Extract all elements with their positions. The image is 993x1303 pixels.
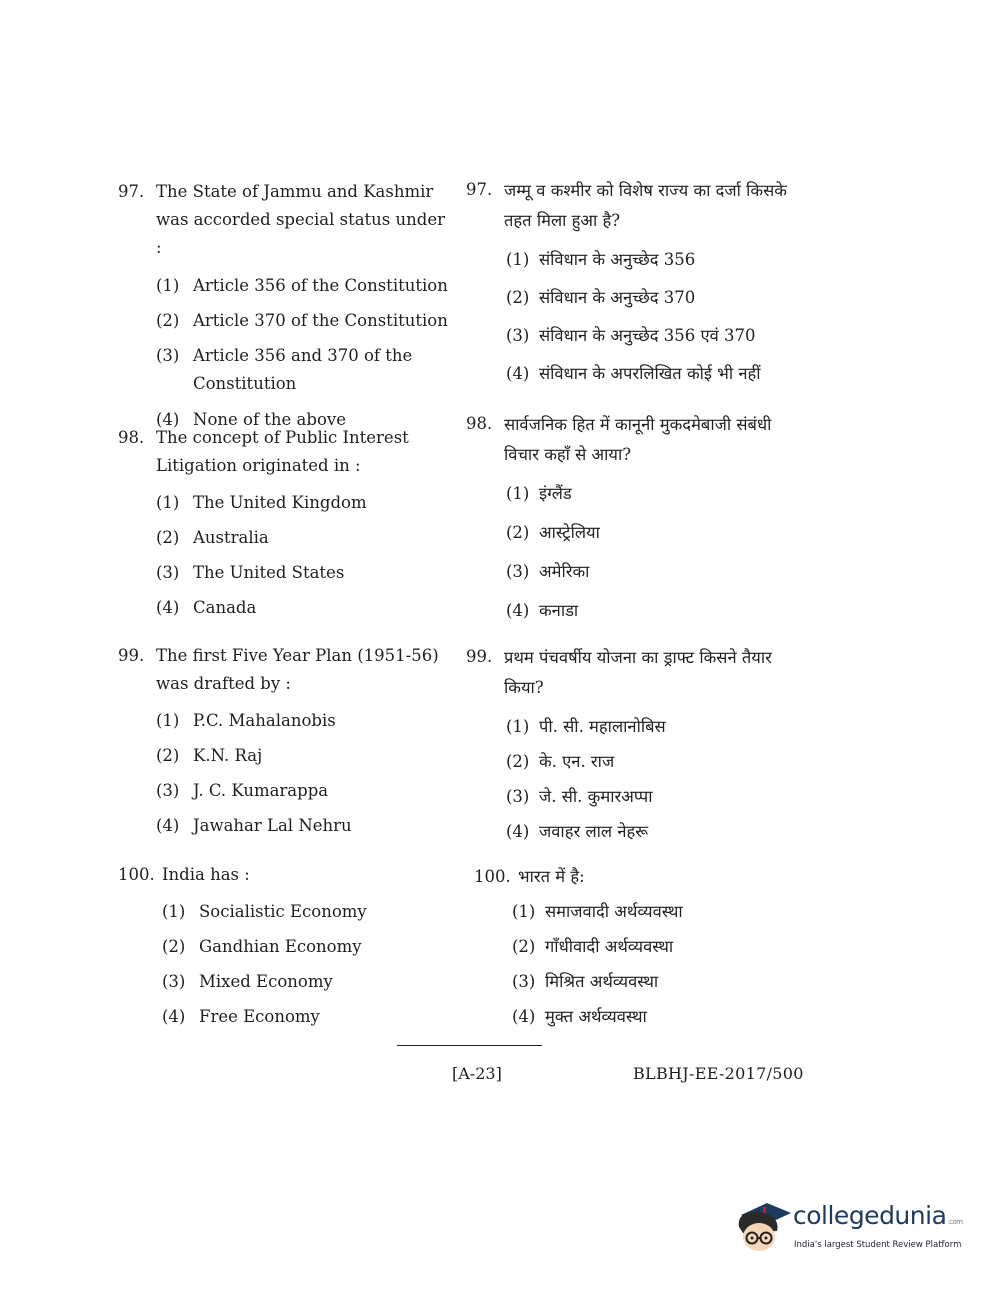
option-text: The United States <box>193 563 345 582</box>
question-text: जम्मू व कश्मीर को विशेष राज्य का दर्जा किसके तहत मिला हुआ है? <box>504 181 787 230</box>
option-number: (2) <box>162 937 186 956</box>
option-number: (4) <box>506 601 530 620</box>
mascot-icon <box>733 1197 793 1257</box>
option-text: Mixed Economy <box>199 972 333 991</box>
option-number: (3) <box>162 972 186 991</box>
option-number: (3) <box>156 781 180 800</box>
option-text: मुक्त अर्थव्यवस्था <box>545 1007 647 1026</box>
option-text: मिश्रित अर्थव्यवस्था <box>545 972 659 991</box>
option-number: (1) <box>506 717 530 736</box>
question-text: सार्वजनिक हित में कानूनी मुकदमेबाजी संबंधी विचार कहाँ से आया? <box>504 415 772 464</box>
option-number: (1) <box>162 902 186 921</box>
question-99-hi <box>466 643 806 846</box>
option-number: (1) <box>512 902 536 921</box>
option-number: (2) <box>156 311 180 330</box>
question-97-en <box>118 178 453 434</box>
option-number: (1) <box>506 484 530 503</box>
question-100-hi <box>466 863 806 1031</box>
option-text: Jawahar Lal Nehru <box>193 816 352 835</box>
option-text: J. C. Kumarappa <box>193 781 329 800</box>
option-text: संविधान के अनुच्छेद 356 एवं 370 <box>539 326 756 345</box>
option-number: (4) <box>506 364 530 383</box>
logo-tagline: India's largest Student Review Platform <box>794 1240 962 1250</box>
question-text: The State of Jammu and Kashmir was accorded special status under : <box>156 182 445 257</box>
option-number: (4) <box>156 816 180 835</box>
option-number: (2) <box>512 937 536 956</box>
option-text: K.N. Raj <box>193 746 263 765</box>
option-text: आस्ट्रेलिया <box>539 523 600 542</box>
question-number: 97. <box>466 180 493 199</box>
question-text: भारत में है: <box>518 867 585 886</box>
option-number: (2) <box>156 528 180 547</box>
option-number: (1) <box>156 711 180 730</box>
logo-suffix: .com <box>947 1218 963 1226</box>
option-number: (3) <box>506 562 530 581</box>
option-text: जे. सी. कुमारअप्पा <box>539 787 653 806</box>
option-number: (3) <box>506 787 530 806</box>
question-number: 97. <box>118 182 145 201</box>
question-99-en <box>118 642 453 840</box>
question-number: 98. <box>118 428 145 447</box>
option-number: (4) <box>512 1007 536 1026</box>
option-text: कनाडा <box>539 601 579 620</box>
page-number: [A-23] <box>452 1064 502 1083</box>
question-text: The first Five Year Plan (1951-56) was drafted by : <box>156 646 439 693</box>
option-number: (3) <box>156 563 180 582</box>
option-number: (3) <box>512 972 536 991</box>
option-text: के. एन. राज <box>539 752 615 771</box>
collegedunia-logo <box>733 1197 963 1261</box>
option-text: संविधान के अनुच्छेद 370 <box>539 288 696 307</box>
option-text: Article 356 of the Constitution <box>193 276 448 295</box>
option-number: (4) <box>156 410 180 429</box>
option-number: (1) <box>156 276 180 295</box>
question-text: प्रथम पंचवर्षीय योजना का ड्राफ्ट किसने तैयार किया? <box>504 648 772 697</box>
option-number: (4) <box>162 1007 186 1026</box>
footer-divider <box>397 1045 542 1046</box>
option-text: Australia <box>193 528 269 547</box>
option-text: गाँधीवादी अर्थव्यवस्था <box>545 937 674 956</box>
question-97-hi <box>466 176 806 388</box>
option-text: जवाहर लाल नेहरू <box>539 822 649 841</box>
option-number: (1) <box>156 493 180 512</box>
option-number: (3) <box>506 326 530 345</box>
option-text: P.C. Mahalanobis <box>193 711 336 730</box>
option-number: (4) <box>156 598 180 617</box>
question-100-en <box>118 861 453 1031</box>
paper-code: BLBHJ-EE-2017/500 <box>633 1064 804 1083</box>
question-number: 99. <box>118 646 145 665</box>
option-text: None of the above <box>193 410 346 429</box>
question-number: 100. <box>118 865 155 884</box>
option-number: (4) <box>506 822 530 841</box>
option-text: Canada <box>193 598 257 617</box>
logo-wordmark <box>793 1201 963 1230</box>
option-number: (2) <box>506 752 530 771</box>
logo-name: collegedunia <box>793 1201 947 1230</box>
question-number: 98. <box>466 414 493 433</box>
option-number: (3) <box>156 346 180 365</box>
question-98-en <box>118 424 453 622</box>
question-text: The concept of Public Interest Litigation originated in : <box>156 428 409 475</box>
option-text: Free Economy <box>199 1007 320 1026</box>
option-text: पी. सी. महालानोबिस <box>539 717 666 736</box>
option-text: Socialistic Economy <box>199 902 367 921</box>
question-number: 99. <box>466 647 493 666</box>
question-number: 100. <box>474 867 511 886</box>
option-text: The United Kingdom <box>193 493 367 512</box>
option-number: (2) <box>156 746 180 765</box>
option-text: समाजवादी अर्थव्यवस्था <box>545 902 683 921</box>
option-text: Article 370 of the Constitution <box>193 311 448 330</box>
option-text: Article 356 and 370 of the Constitution <box>193 346 413 393</box>
option-text: इंग्लैंड <box>539 484 572 503</box>
question-text: India has : <box>162 865 250 884</box>
option-number: (1) <box>506 250 530 269</box>
question-98-hi <box>466 410 806 625</box>
option-text: संविधान के अपरलिखित कोई भी नहीं <box>539 364 761 383</box>
option-number: (2) <box>506 288 530 307</box>
option-text: अमेरिका <box>539 562 590 581</box>
option-text: संविधान के अनुच्छेद 356 <box>539 250 696 269</box>
option-number: (2) <box>506 523 530 542</box>
option-text: Gandhian Economy <box>199 937 362 956</box>
